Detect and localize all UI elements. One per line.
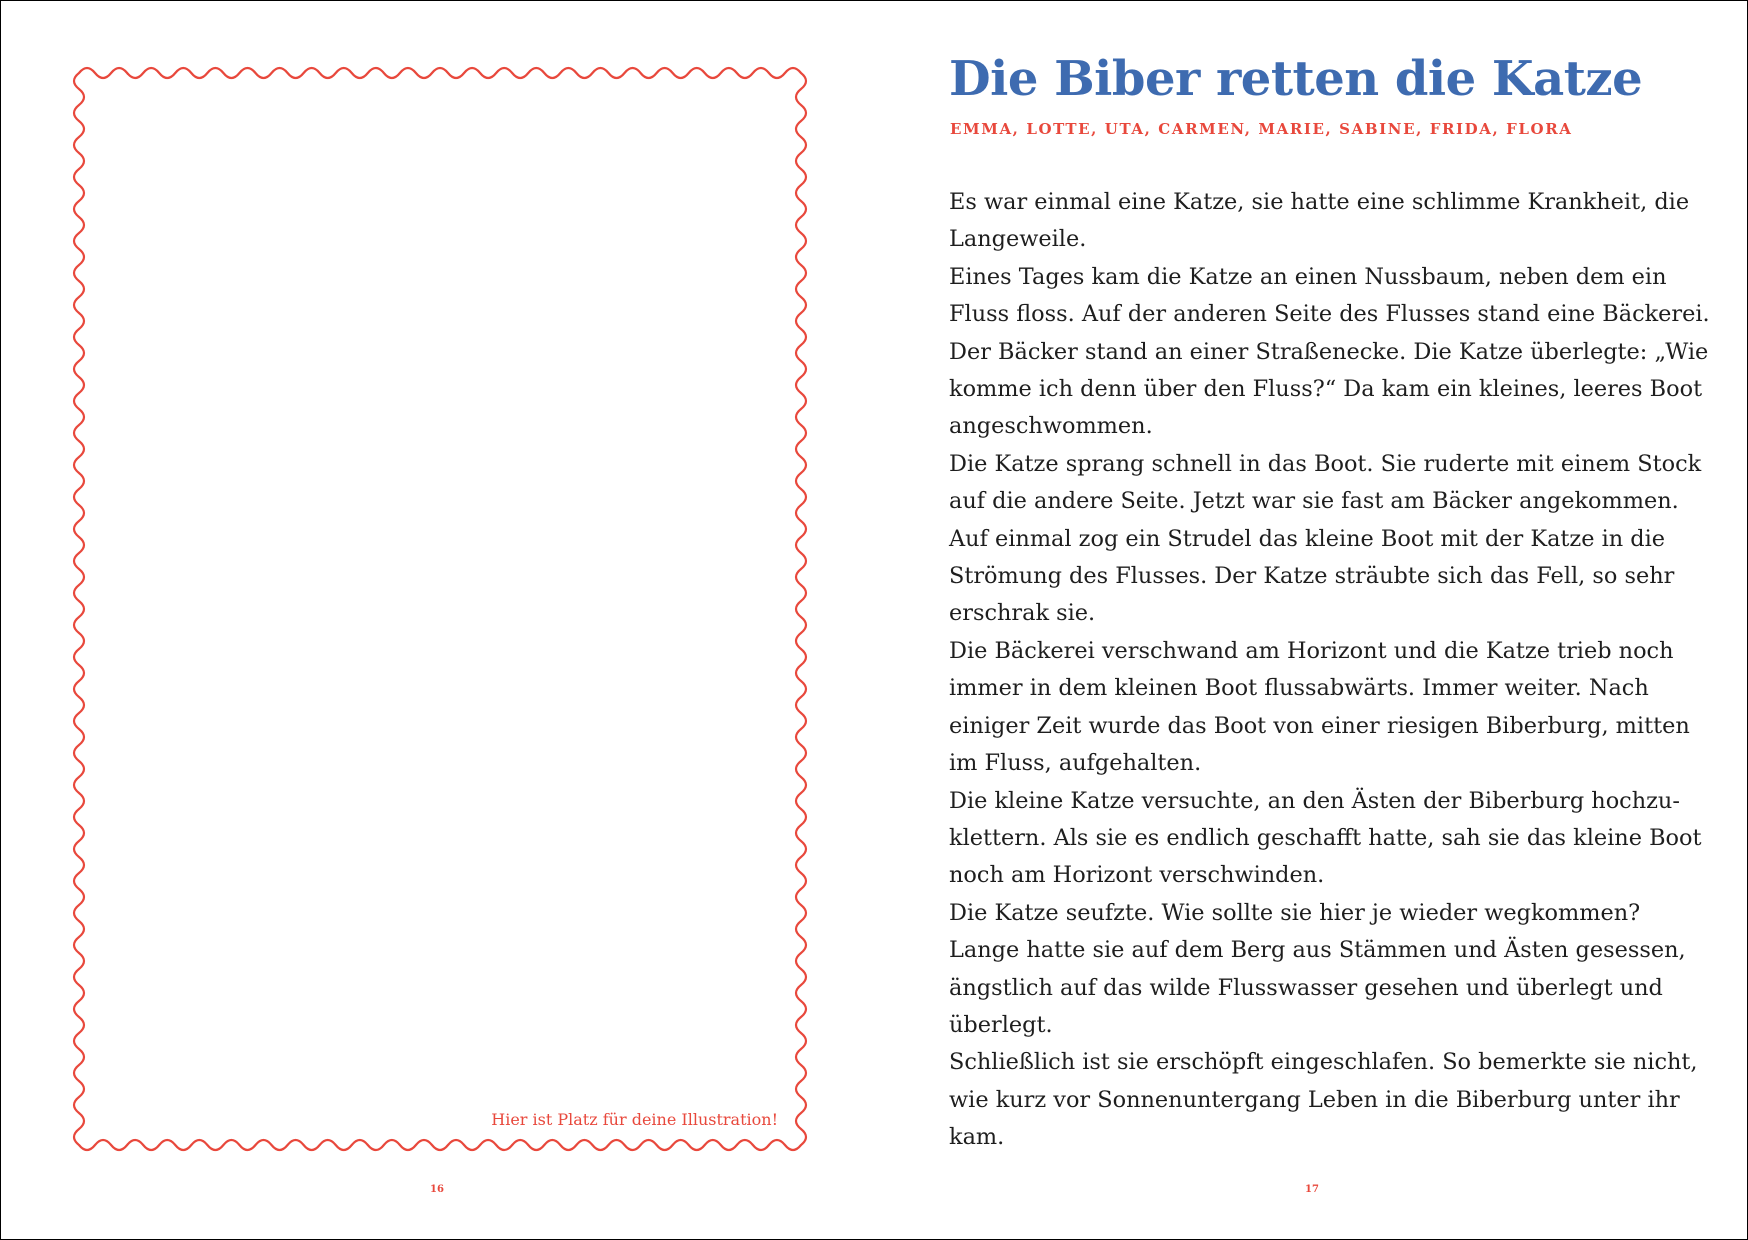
story-authors: EMMA, LOTTE, UTA, CARMEN, MARIE, SABINE, FRIDA, FLORA <box>950 120 1573 138</box>
left-page <box>1 1 875 1239</box>
illustration-caption: Hier ist Platz für deine Illustration! <box>491 1110 778 1129</box>
story-line: auf die andere Seite. Jetzt war sie fast am Bäcker angekommen. <box>949 488 1679 515</box>
story-title: Die Biber retten die Katze <box>949 51 1643 107</box>
story-line: komme ich denn über den Fluss?“ Da kam ein kleines, leeres Boot <box>949 376 1703 403</box>
story-line: im Fluss, aufgehalten. <box>949 750 1202 777</box>
story-line: Eines Tages kam die Katze an einen Nussbaum, neben dem ein <box>949 263 1667 290</box>
wavy-illustration-frame <box>71 65 809 1153</box>
story-text <box>949 184 1710 1157</box>
story-line: kam. <box>949 1124 1005 1151</box>
story-line: Lange hatte sie auf dem Berg aus Stämmen und Ästen gesessen, <box>949 937 1686 964</box>
story-line: erschrak sie. <box>949 600 1096 627</box>
story-line: Fluss floss. Auf der anderen Seite des Flusses stand eine Bäckerei. <box>949 301 1710 328</box>
story-line: Die Bäckerei verschwand am Horizont und die Katze trieb noch <box>949 637 1674 664</box>
page-number-right: 17 <box>1305 1184 1319 1195</box>
story-line: Schließlich ist sie erschöpft eingeschlafen. So bemerkte sie nicht, <box>949 1049 1698 1076</box>
story-line: Die Katze sprang schnell in das Boot. Sie ruderte mit einem Stock <box>949 450 1702 477</box>
story-line: Die kleine Katze versuchte, an den Ästen der Biberburg hochzu- <box>949 787 1680 814</box>
right-page <box>875 1 1747 1239</box>
page-number-left: 16 <box>430 1184 444 1195</box>
story-line: Der Bäcker stand an einer Straßenecke. Die Katze überlegte: „Wie <box>949 338 1709 365</box>
story-line: einiger Zeit wurde das Boot von einer riesigen Biberburg, mitten <box>949 712 1690 739</box>
story-line: Strömung des Flusses. Der Katze sträubte sich das Fell, so sehr <box>949 563 1675 590</box>
story-line: wie kurz vor Sonnenuntergang Leben in die Biberburg unter ihr <box>949 1086 1680 1113</box>
story-line: immer in dem kleinen Boot flussabwärts. Immer weiter. Nach <box>949 675 1649 702</box>
story-line: Langeweile. <box>949 226 1087 253</box>
story-line: noch am Horizont verschwinden. <box>949 862 1325 889</box>
story-line: ängstlich auf das wilde Flusswasser gesehen und überlegt und <box>949 974 1663 1001</box>
story-line: Die Katze seufzte. Wie sollte sie hier je wieder wegkommen? <box>949 899 1641 926</box>
story-line: überlegt. <box>949 1011 1053 1038</box>
story-line: angeschwommen. <box>949 413 1153 440</box>
story-line: Auf einmal zog ein Strudel das kleine Boot mit der Katze in die <box>949 525 1666 552</box>
story-line: Es war einmal eine Katze, sie hatte eine schlimme Krankheit, die <box>949 189 1690 215</box>
story-line: klettern. Als sie es endlich geschafft hatte, sah sie das kleine Boot <box>949 824 1702 851</box>
